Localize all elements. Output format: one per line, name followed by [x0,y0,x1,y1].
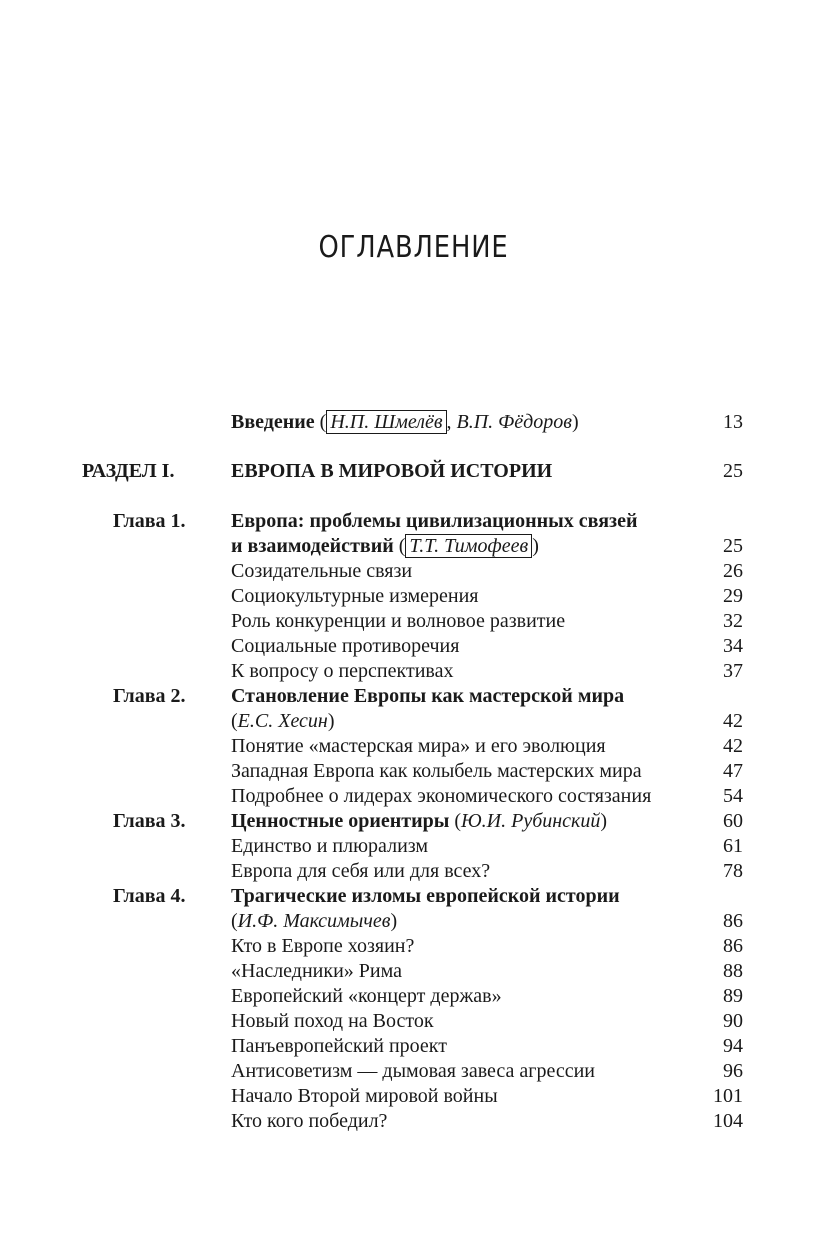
page-number: 101 [713,1085,743,1107]
page-number: 26 [723,560,743,582]
chapter-label: Глава 4. [113,885,186,907]
toc-item[interactable] [0,833,827,859]
paren: ( [231,710,238,732]
item-text: Роль конкуренции и волновое развитие [231,610,566,632]
item-text: К вопросу о перспективах [231,660,454,682]
toc-item[interactable] [0,1008,827,1034]
item-text: Западная Европа как колыбель мастерских мира [231,760,642,782]
page-number: 42 [723,710,743,732]
separator: , [446,411,452,433]
paren: ( [231,910,238,932]
author: Т.Т. Тимофеев [405,534,532,558]
page-number: 89 [723,985,743,1007]
page-number: 94 [723,1035,743,1057]
page-number: 90 [723,1010,743,1032]
item-text: Панъевропейский проект [231,1035,447,1057]
toc-item[interactable] [0,758,827,784]
toc-item[interactable] [0,1058,827,1084]
page-number: 88 [723,960,743,982]
page-number: 47 [723,760,743,782]
page-number: 25 [723,535,743,557]
chapter-title: и взаимодействий [231,535,394,557]
page-number: 78 [723,860,743,882]
page-number: 25 [723,460,743,482]
page-title: ОГЛАВЛЕНИЕ [318,230,509,265]
author: Ю.И. Рубинский [461,810,601,832]
author: Н.П. Шмелёв [326,410,446,434]
paren: ) [600,810,608,832]
entry-text [231,409,579,435]
page-number: 42 [723,735,743,757]
toc-entry-section[interactable] [0,458,827,484]
page-number: 96 [723,1060,743,1082]
chapter-title: Европа: проблемы цивилизационных связей [231,510,638,532]
toc-entry-chapter-cont[interactable] [0,708,827,734]
author: В.П. Фёдоров [456,411,572,433]
item-text: Понятие «мастерская мира» и его эволюция [231,735,606,757]
toc-entry-chapter[interactable] [0,883,827,909]
paren: ) [571,411,579,433]
entry-text [231,808,607,834]
toc-entry-chapter-cont[interactable] [0,533,827,559]
item-text: Социальные противоречия [231,635,460,657]
page-number: 13 [723,411,743,433]
paren: ) [327,710,335,732]
item-text: Социокультурные измерения [231,585,479,607]
chapter-label: Глава 1. [113,510,186,532]
chapter-title: Трагические изломы европейской истории [231,885,620,907]
item-text: Кто кого победил? [231,1110,388,1132]
toc-entry-chapter[interactable] [0,808,827,834]
toc-item[interactable] [0,558,827,584]
item-text: «Наследники» Рима [231,960,403,982]
toc-item[interactable] [0,933,827,959]
paren: ) [532,535,539,557]
paren: ) [390,910,398,932]
entry-title: Введение [231,411,315,433]
entry-text [231,533,539,559]
page-number: 86 [723,910,743,932]
entry-text [231,708,335,734]
chapter-title: Становление Европы как мастерской мира [231,685,625,707]
page-number: 104 [713,1110,743,1132]
toc-entry-chapter-cont[interactable] [0,908,827,934]
item-text: Созидательные связи [231,560,413,582]
page-number: 86 [723,935,743,957]
toc-item[interactable] [0,608,827,634]
toc-item[interactable] [0,1083,827,1109]
entry-text [231,908,397,934]
toc-item[interactable] [0,983,827,1009]
paren: ( [393,535,406,557]
page-number: 34 [723,635,743,657]
item-text: Начало Второй мировой войны [231,1085,498,1107]
section-label: РАЗДЕЛ I. [82,460,175,482]
item-text: Единство и плюрализм [231,835,429,857]
toc-item[interactable] [0,858,827,884]
page-number: 29 [723,585,743,607]
page-number: 54 [723,785,743,807]
author: И.Ф. Максимычев [237,910,391,932]
item-text: Новый поход на Восток [231,1010,434,1032]
toc-item[interactable] [0,583,827,609]
author: Е.С. Хесин [237,710,328,732]
toc-item[interactable] [0,958,827,984]
toc-item[interactable] [0,633,827,659]
toc-item[interactable] [0,783,827,809]
section-title: ЕВРОПА В МИРОВОЙ ИСТОРИИ [231,460,553,482]
page-number: 60 [723,810,743,832]
item-text: Европейский «концерт держав» [231,985,502,1007]
item-text: Кто в Европе хозяин? [231,935,415,957]
toc-entry-chapter[interactable] [0,508,827,534]
item-text: Европа для себя или для всех? [231,860,491,882]
paren: ( [449,810,462,832]
toc-item[interactable] [0,658,827,684]
paren: ( [314,411,327,433]
toc-item[interactable] [0,733,827,759]
toc-item[interactable] [0,1108,827,1134]
chapter-label: Глава 3. [113,810,186,832]
toc-entry-chapter[interactable] [0,683,827,709]
page-number: 37 [723,660,743,682]
chapter-title: Ценностные ориентиры [231,810,450,832]
chapter-label: Глава 2. [113,685,186,707]
toc-entry-intro[interactable] [0,409,827,435]
toc-item[interactable] [0,1033,827,1059]
item-text: Подробнее о лидерах экономического состязания [231,785,652,807]
page-number: 61 [723,835,743,857]
page-number: 32 [723,610,743,632]
item-text: Антисоветизм — дымовая завеса агрессии [231,1060,596,1082]
